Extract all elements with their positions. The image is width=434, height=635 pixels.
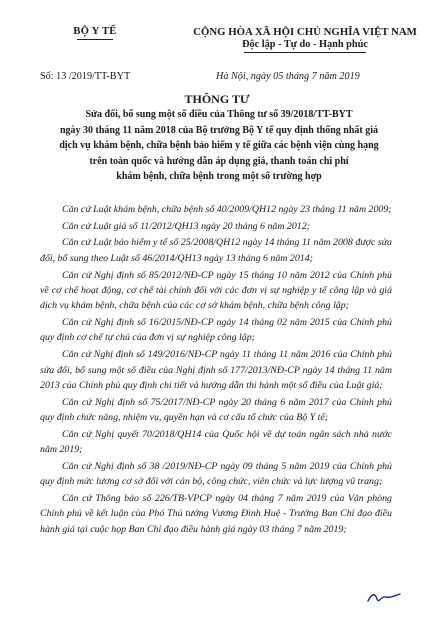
issuer-block (40, 26, 150, 40)
legal-basis-paragraph: Căn cứ Luật giá số 11/2012/QH13 ngày 20 tháng 6 năm 2012; (62, 220, 310, 232)
subject-line: trên toàn quốc và hướng dẫn áp dụng giá, thanh toán chi phí (89, 155, 349, 167)
legal-basis-paragraph: Căn cứ Nghị định số 75/2017/NĐ-CP ngày 20 tháng 6 năm 2017 của Chính phủ quy định chức năng, nhiệm vụ, quyền hạn và cơ cấu tổ chức của Bộ Y tế; (40, 396, 392, 424)
legal-basis-paragraph: Căn cứ Nghị định số 38 /2019/NĐ-CP ngày 09 tháng 5 năm 2019 của Chính phủ quy định mức lương cơ sở đối với cán bộ, công chức, viên chức và lực lượng vũ trang; (40, 460, 392, 488)
subject-line: Sửa đổi, bổ sung một số điều của Thông tư số 39/2018/TT-BYT (85, 109, 353, 120)
legal-basis-body (40, 202, 392, 539)
place-and-date: Hà Nội, ngày 05 tháng 7 năm 2019 (216, 71, 360, 82)
legal-basis-paragraph: Căn cứ Nghị định số 85/2012/NĐ-CP ngày 15 tháng 10 năm 2012 của Chính phủ về cơ chế hoạt động, cơ chế tài chính đối với các đơn vị sự nghiệp y tế công lập và giá dịch vụ khám bệnh, chữa bệnh của các cơ sở khám bệnh, chữa bệnh công lập; (40, 269, 392, 312)
subject-line: ngày 30 tháng 11 năm 2018 của Bộ trưởng Bộ Y tế quy định thống nhất giá (59, 124, 379, 136)
subject-line: khám bệnh, chữa bệnh trong một số trường hợp (116, 171, 322, 182)
ministry-underline (77, 39, 113, 40)
legal-basis-paragraph: Căn cứ Thông báo số 226/TB-VPCP ngày 04 tháng 7 năm 2019 của Văn phòng Chính phủ về kết luận của Phó Thủ tướng Vương Đình Huệ - Trưởng Ban Chỉ đạo điều hành giá tại cuộc họp Ban Chỉ đạo điều hành giá ngày 03 tháng 7 năm 2019; (40, 492, 392, 535)
document-type-title: THÔNG TƯ (184, 92, 250, 106)
national-motto: Độc lập - Tự do - Hạnh phúc (242, 39, 368, 50)
nation-title: CỘNG HÒA XÃ HỘI CHỦ NGHĨA VIỆT NAM (193, 26, 417, 38)
ministry-name: BỘ Y TẾ (73, 26, 117, 37)
initial-mark-icon (366, 588, 402, 606)
legal-basis-paragraph: Căn cứ Luật khám bệnh, chữa bệnh số 40/2009/QH12 ngày 23 tháng 11 năm 2009; (62, 204, 392, 215)
legal-basis-paragraph: Căn cứ Nghị định số 16/2015/NĐ-CP ngày 14 tháng 02 năm 2015 của Chính phủ quy định cơ chế tự chủ của đơn vị sự nghiệp công lập; (40, 317, 392, 344)
legal-basis-paragraph: Căn cứ Nghị quyết 70/2018/QH14 của Quốc hội về dự toán ngân sách nhà nước năm 2019; (40, 428, 392, 456)
subject-line: dịch vụ khám bệnh, chữa bệnh bảo hiểm y tế giữa các bệnh viện cùng hạng (59, 140, 379, 151)
document-subject (54, 107, 384, 185)
document-number: Số: 13 /2019/TT-BYT (40, 71, 131, 82)
legal-basis-paragraph: Căn cứ Luật bảo hiểm y tế số 25/2008/QH12 ngày 14 tháng 11 năm 2008 được sửa đổi, bổ sung theo Luật số 46/2014/QH13 ngày 13 tháng 6 năm 2014; (40, 237, 392, 264)
motto-underline (244, 52, 366, 53)
national-header (190, 26, 420, 53)
legal-basis-paragraph: Căn cứ Nghị định số 149/2016/NĐ-CP ngày 11 tháng 11 năm 2016 của Chính phủ sửa đổi, bổ sung một số điều của Nghị định số 177/2013/NĐ-CP ngày 14 tháng 11 năm 2013 của Chính phủ quy định chi tiết và hướng dẫn thi hành một số điều của Luật giá; (40, 349, 392, 391)
